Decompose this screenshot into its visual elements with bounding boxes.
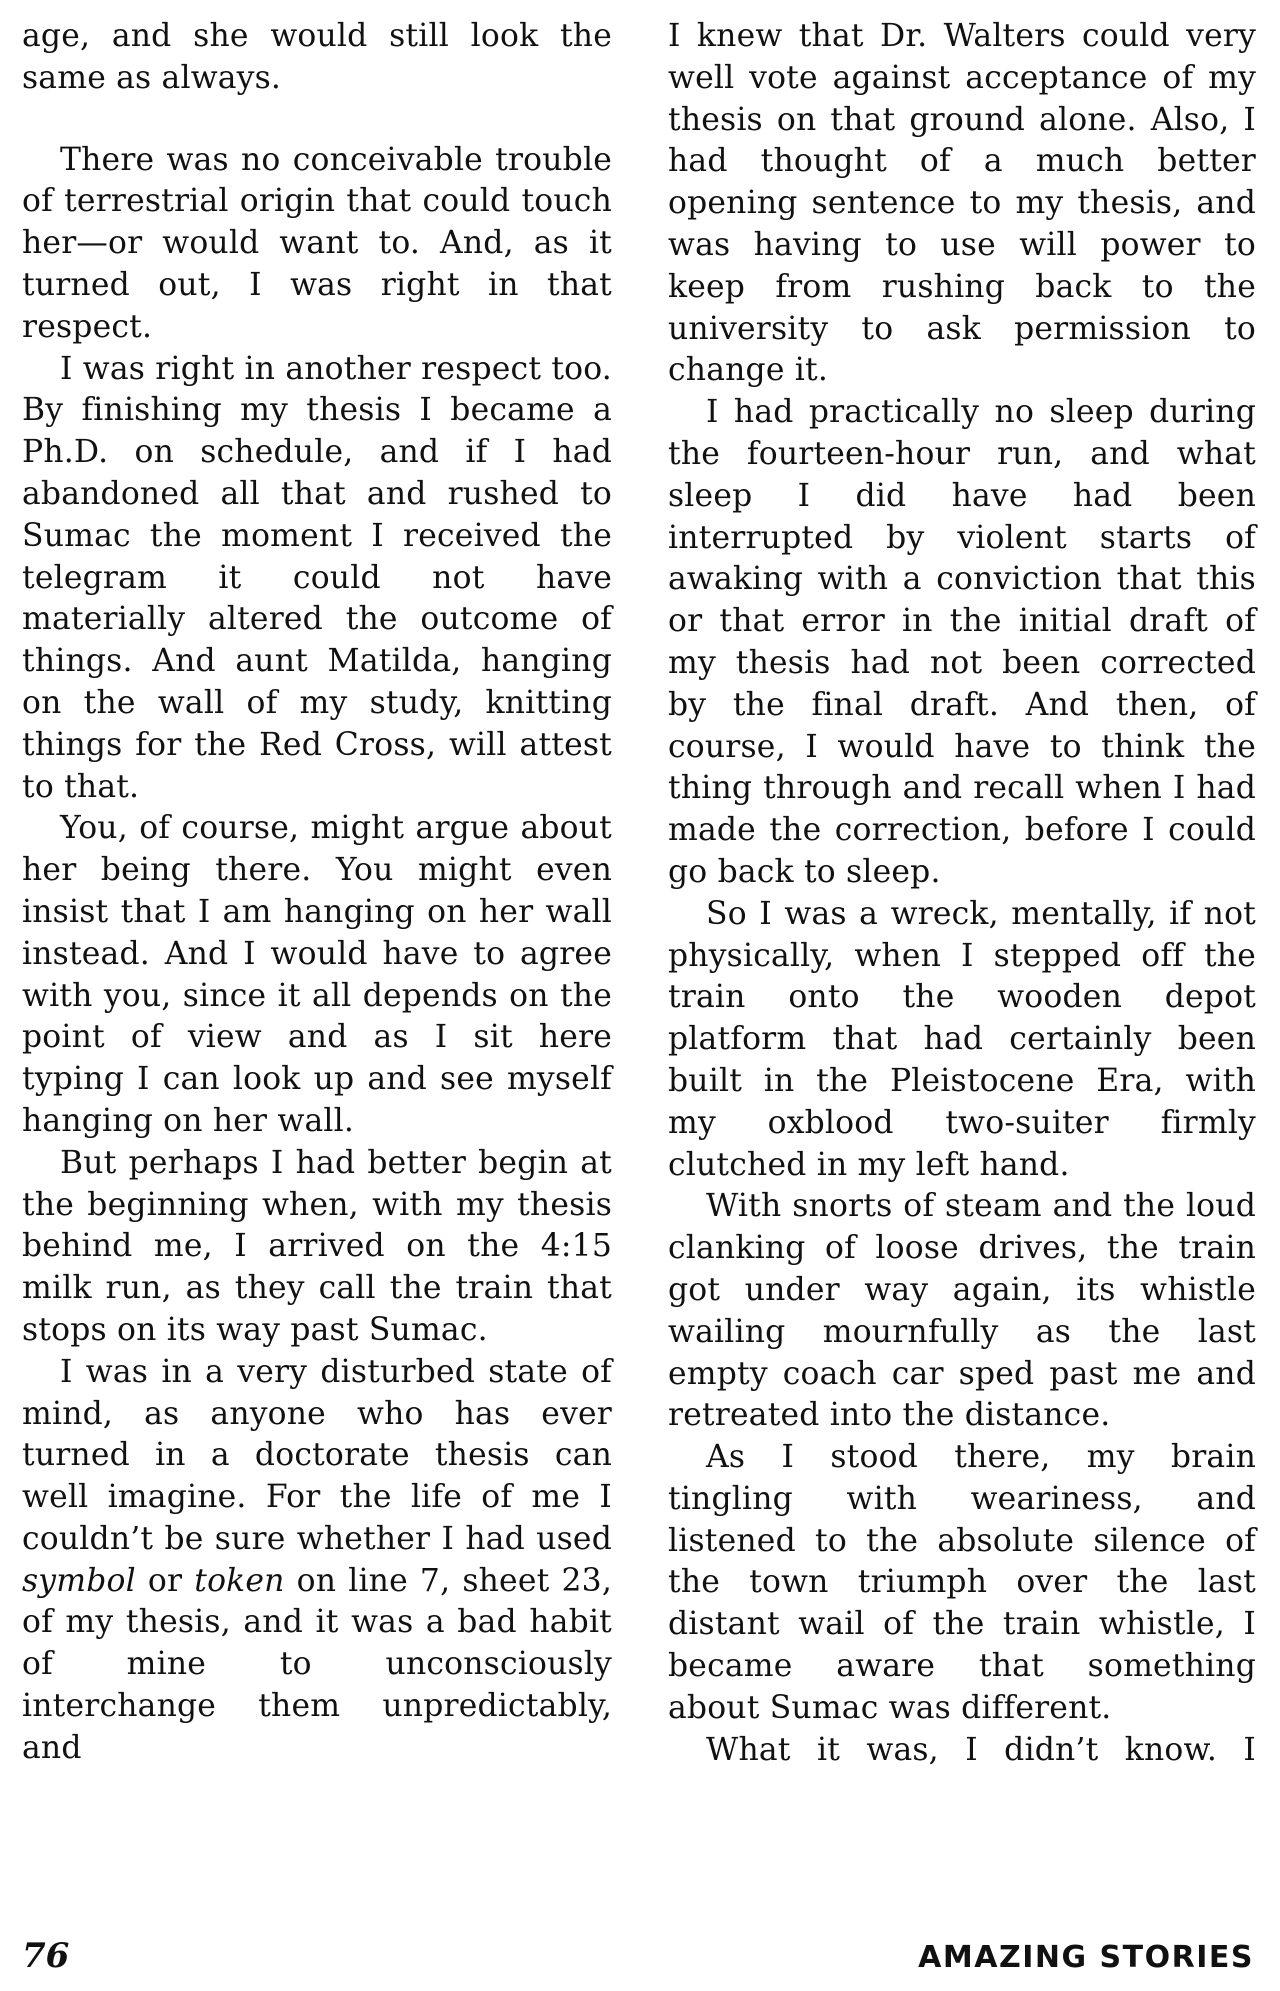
- magazine-title: AMAZING STORIES: [918, 1940, 1254, 1975]
- paragraph: I had practically no sleep during the fourteen-hour run, and what sleep I did have had been interrupted by violent starts of awaking with a conviction that this or that error in the initial draft of my thesis had not been corrected by the final draft. And then, of course, I would have to think the thing through and recall when I had made the correction, before I could go back to sleep.: [668, 394, 1256, 890]
- paragraph: I knew that Dr. Walters could very well vote against acceptance of my thesis on that ground alone. Also, I had thought of a much better opening sentence to my thesis, and was having to use will power to keep from rushing back to the university to ask permission to change it.: [668, 18, 1256, 389]
- page-number: 76: [22, 1936, 70, 1976]
- paragraph: So I was a wreck, mentally, if not physically, when I stepped off the train onto the wooden depot platform that had certainly been built in the Pleistocene Era, with my oxblood two-suiter firmly clutched in my left hand.: [668, 895, 1256, 1183]
- paragraph: But perhaps I had better begin at the beginning when, with my thesis behind me, I arrived on the 4:15 milk run, as they call the train that stops on its way past Sumac.: [22, 1144, 612, 1348]
- paragraph: What it was, I didn’t know. I: [706, 1731, 1256, 1768]
- right-text-column: [668, 16, 1256, 1771]
- paragraph: [22, 1352, 612, 1770]
- italic-word: symbol: [22, 1562, 136, 1599]
- paragraph: You, of course, might argue about her being there. You might even insist that I am hanging on her wall instead. And I would have to agree with you, since it all depends on the point of view and as I sit here typing I can look up and see myself hanging on her wall.: [22, 810, 612, 1139]
- paragraph-text: or: [135, 1562, 195, 1599]
- left-text-column: [22, 16, 612, 1770]
- italic-word: token: [194, 1562, 285, 1599]
- paragraph: There was no conceivable trouble of terrestrial origin that could touch her—or would want to. And, as it turned out, I was right in that respect.: [22, 141, 612, 345]
- paragraph: As I stood there, my brain tingling with weariness, and listened to the absolute silence of the town triumph over the last distant wail of the train whistle, I became aware that something about Sumac was different.: [668, 1439, 1256, 1726]
- paragraph-text: on line 7, sheet 23, of my thesis, and it was a bad habit of mine to unconsciously interchange them unpredictably, and: [22, 1562, 612, 1766]
- paragraph: age, and she would still look the same as always.: [22, 18, 612, 96]
- paragraph: With snorts of steam and the loud clanking of loose drives, the train got under way again, its whistle wailing mournfully as the last empty coach car sped past me and retreated into the distance.: [668, 1188, 1256, 1434]
- paragraph: I was right in another respect too. By finishing my thesis I became a Ph.D. on schedule, and if I had abandoned all that and rushed to Sumac the moment I received the telegram it could not have materially altered the outcome of things. And aunt Matilda, hanging on the wall of my study, knitting things for the Red Cross, will attest to that.: [22, 350, 612, 805]
- paragraph-text: I was in a very disturbed state of mind, as anyone who has ever turned in a doctorate thesis can well imagine. For the life of me I couldn’t be sure whether I had used: [22, 1353, 612, 1557]
